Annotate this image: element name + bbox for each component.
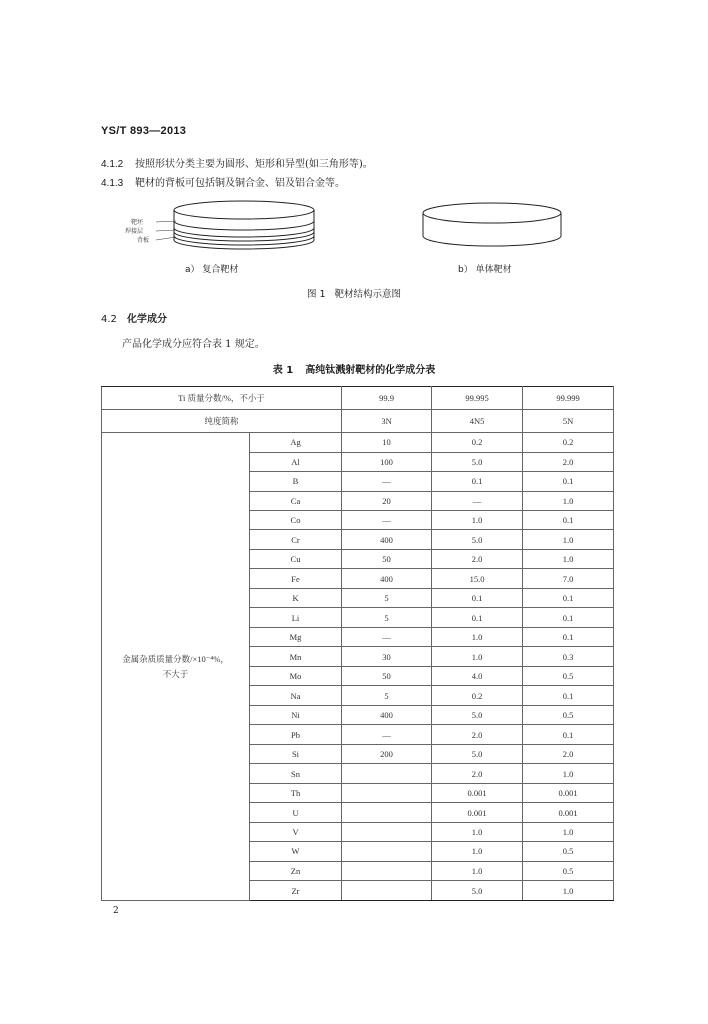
value-cell: —	[342, 472, 432, 491]
value-cell: 20	[342, 491, 432, 510]
element-cell: Co	[250, 511, 342, 530]
clause-number: 4.1.3	[101, 178, 124, 189]
figure-part-b-caption: b） 单体靶材	[458, 265, 512, 275]
value-cell: 0.5	[523, 861, 614, 880]
target-structure-figure	[101, 195, 601, 260]
element-cell: Al	[250, 452, 342, 471]
element-cell: Sn	[250, 764, 342, 783]
value-cell: —	[432, 491, 523, 510]
value-cell: 0.1	[523, 608, 614, 627]
grade-cell: 4N5	[432, 410, 523, 433]
element-cell: U	[250, 803, 342, 822]
element-cell: Mg	[250, 627, 342, 646]
value-cell: 1.0	[432, 647, 523, 666]
value-cell: —	[342, 511, 432, 530]
value-cell: 50	[342, 549, 432, 568]
value-cell	[342, 783, 432, 802]
value-cell: 1.0	[432, 822, 523, 841]
value-cell: 1.0	[432, 842, 523, 861]
section-title: 化学成分	[127, 314, 167, 325]
element-cell: Na	[250, 686, 342, 705]
figure-title: 靶材结构示意图	[334, 289, 402, 300]
clause-text: 靶材的背板可包括铜及铜合金、铝及铝合金等。	[135, 178, 345, 189]
value-cell: 1.0	[523, 881, 614, 901]
value-cell: 5.0	[432, 744, 523, 763]
value-cell: 0.2	[523, 433, 614, 452]
value-cell: 0.2	[432, 433, 523, 452]
standard-number: YS/T 893—2013	[101, 125, 187, 137]
value-cell	[342, 764, 432, 783]
clause-number: 4.1.2	[101, 159, 124, 170]
element-cell: Li	[250, 608, 342, 627]
element-cell: Cu	[250, 549, 342, 568]
element-cell: Ni	[250, 705, 342, 724]
value-cell: 100	[342, 452, 432, 471]
impurity-row	[102, 433, 614, 452]
value-cell: 0.1	[432, 588, 523, 607]
value-cell: 2.0	[432, 764, 523, 783]
value-cell: 5.0	[432, 705, 523, 724]
grade-cell: 3N	[342, 410, 432, 433]
element-cell: B	[250, 472, 342, 491]
figure-part-a-caption: a） 复合靶材	[185, 265, 239, 275]
value-cell: 0.5	[523, 666, 614, 685]
value-cell: 2.0	[523, 744, 614, 763]
value-cell: 1.0	[523, 491, 614, 510]
value-cell: 2.0	[432, 725, 523, 744]
value-cell: 0.1	[523, 511, 614, 530]
value-cell: 5	[342, 686, 432, 705]
value-cell: 5	[342, 588, 432, 607]
value-cell: 1.0	[523, 530, 614, 549]
clause-4-1-3	[101, 174, 345, 189]
label-backing-plate: 背板	[137, 237, 150, 244]
value-cell: 0.001	[432, 783, 523, 802]
table-title: 高纯钛溅射靶材的化学成分表	[305, 365, 436, 376]
value-cell: 0.2	[432, 686, 523, 705]
value-cell: 5.0	[432, 881, 523, 901]
grade-cell: 5N	[523, 410, 614, 433]
table-number: 表 1	[272, 365, 294, 376]
value-cell: —	[342, 627, 432, 646]
value-cell: 1.0	[523, 822, 614, 841]
value-cell: 1.0	[523, 549, 614, 568]
ti-value-cell: 99.995	[432, 387, 523, 410]
element-cell: Cr	[250, 530, 342, 549]
clause-4-1-2	[101, 155, 373, 170]
impurity-label-line-2: 不大于	[162, 668, 189, 679]
section-number: 4.2	[101, 314, 117, 325]
ti-value-cell: 99.999	[523, 387, 614, 410]
value-cell	[342, 861, 432, 880]
value-cell: —	[342, 725, 432, 744]
value-cell	[342, 803, 432, 822]
value-cell: 0.1	[523, 686, 614, 705]
value-cell: 0.1	[523, 627, 614, 646]
value-cell: 0.5	[523, 705, 614, 724]
ti-value-cell: 99.9	[342, 387, 432, 410]
value-cell: 0.1	[432, 608, 523, 627]
element-cell: K	[250, 588, 342, 607]
body-paragraph: 产品化学成分应符合表 1 规定。	[122, 339, 265, 350]
clause-text: 按照形状分类主要为圆形、矩形和异型(如三角形等)。	[135, 159, 373, 170]
value-cell: 400	[342, 530, 432, 549]
value-cell: 200	[342, 744, 432, 763]
ti-content-label: Ti 质量分数/%，不小于	[102, 387, 342, 410]
element-cell: Fe	[250, 569, 342, 588]
value-cell: 5.0	[432, 452, 523, 471]
page-number: 2	[113, 906, 119, 916]
value-cell: 30	[342, 647, 432, 666]
ti-content-row	[102, 387, 614, 410]
value-cell	[342, 822, 432, 841]
element-cell: Ag	[250, 433, 342, 452]
value-cell: 10	[342, 433, 432, 452]
value-cell: 15.0	[432, 569, 523, 588]
value-cell: 0.001	[523, 803, 614, 822]
value-cell: 0.1	[432, 472, 523, 491]
element-cell: V	[250, 822, 342, 841]
figure-number: 图 1	[306, 289, 326, 300]
label-bonding-layer: 焊接层	[125, 228, 144, 235]
element-cell: Mn	[250, 647, 342, 666]
table-caption	[0, 361, 708, 376]
value-cell: 0.001	[432, 803, 523, 822]
value-cell: 1.0	[432, 627, 523, 646]
value-cell: 7.0	[523, 569, 614, 588]
value-cell: 5.0	[432, 530, 523, 549]
value-cell	[342, 842, 432, 861]
figure-caption	[0, 286, 708, 300]
value-cell: 2.0	[523, 452, 614, 471]
value-cell: 400	[342, 569, 432, 588]
element-cell: Ca	[250, 491, 342, 510]
element-cell: Zn	[250, 861, 342, 880]
label-target-blank: 靶坯	[131, 219, 144, 226]
element-cell: Th	[250, 783, 342, 802]
value-cell: 1.0	[432, 511, 523, 530]
element-cell: Zr	[250, 881, 342, 901]
value-cell: 0.1	[523, 725, 614, 744]
value-cell: 1.0	[523, 764, 614, 783]
value-cell: 0.3	[523, 647, 614, 666]
value-cell: 0.1	[523, 472, 614, 491]
monolithic-target-drawing	[423, 203, 561, 246]
element-cell: W	[250, 842, 342, 861]
value-cell: 2.0	[432, 549, 523, 568]
section-heading	[101, 310, 167, 325]
value-cell: 0.001	[523, 783, 614, 802]
element-cell: Pb	[250, 725, 342, 744]
value-cell: 0.1	[523, 588, 614, 607]
impurity-label-line-1: 金属杂质质量分数/×10⁻⁴%，	[122, 653, 229, 664]
value-cell: 50	[342, 666, 432, 685]
value-cell: 400	[342, 705, 432, 724]
grade-row	[102, 410, 614, 433]
value-cell: 5	[342, 608, 432, 627]
value-cell: 1.0	[432, 861, 523, 880]
composite-target-drawing	[125, 201, 314, 249]
value-cell	[342, 881, 432, 901]
value-cell: 0.5	[523, 842, 614, 861]
element-cell: Mo	[250, 666, 342, 685]
impurity-label	[102, 433, 250, 901]
value-cell: 4.0	[432, 666, 523, 685]
grade-label: 纯度简称	[102, 410, 342, 433]
element-cell: Si	[250, 744, 342, 763]
chemical-composition-table	[101, 386, 614, 901]
